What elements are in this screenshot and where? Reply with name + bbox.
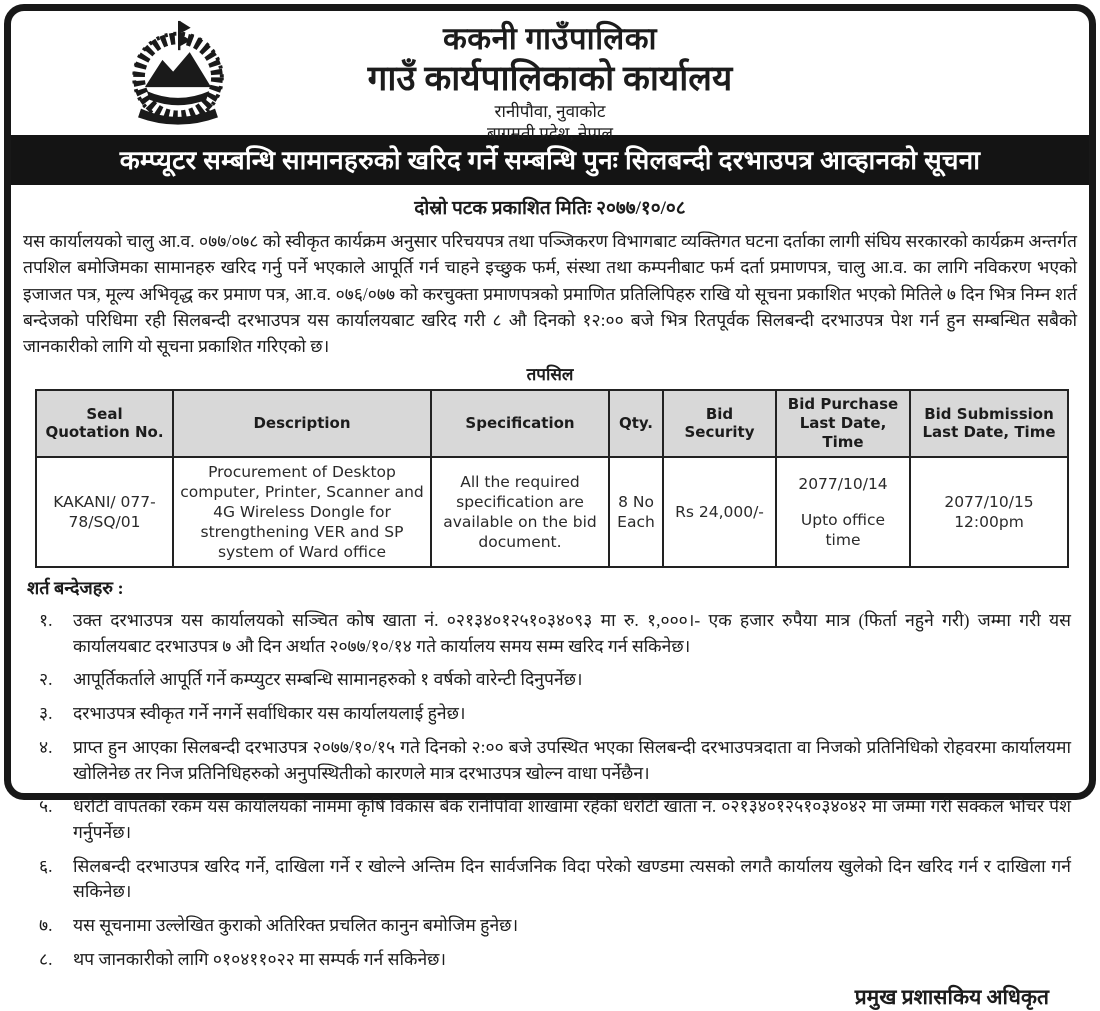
nepal-emblem-logo-icon bbox=[119, 19, 237, 131]
cell-qty: 8 No Each bbox=[609, 457, 663, 568]
conditions-section bbox=[11, 568, 1089, 972]
cell-bid-purchase bbox=[776, 457, 910, 568]
condition-item-6 bbox=[25, 854, 1075, 905]
condition-number: २. bbox=[39, 669, 53, 690]
office-name: गाउँ कार्यपालिकाको कार्यालय bbox=[367, 58, 733, 98]
condition-item-4 bbox=[25, 735, 1075, 786]
condition-item-1 bbox=[25, 608, 1075, 659]
condition-item-7 bbox=[25, 913, 1075, 938]
condition-number: ३. bbox=[39, 703, 53, 724]
bid-purchase-date: 2077/10/14 bbox=[798, 474, 888, 493]
condition-text: उक्त दरभाउपत्र यस कार्यालयको सञ्चित कोष खाता नं. ०२१३४०१२५१०३४०९३ मा रु. १,०००।- एक हजार रुपैया मात्र (फिर्ता नहुने गरी) जम्मा गरी यस कार्यालयबाट दरभाउपत्र ७ औ दिन अर्थात २०७७/१०/१४ गते कार्यालय समय सम्म खरिद गर्न सकिनेछ। bbox=[73, 610, 1071, 656]
condition-item-8 bbox=[25, 947, 1075, 972]
bid-purchase-time: Upto office time bbox=[800, 510, 886, 549]
intro-paragraph: यस कार्यालयको चालु आ.व. ०७७/०७८ को स्वीकृत कार्यक्रम अनुसार परिचयपत्र तथा पञ्जिकरण विभागबाट व्यक्तिगत घटना दर्ताका लागी संघिय सरकारको कार्यक्रम अन्तर्गत तपशिल बमोजिमका सामानहरु खरिद गर्नु पर्ने भएकाले आपूर्ति गर्न चाहने इच्छुक फर्म, संस्था तथा कम्पनीबाट फर्म दर्ता प्रमाणपत्र, चालु आ.व. का लागि नविकरण भएको इजाजत पत्र, मूल्य अभिवृद्ध कर प्रमाण पत्र, आ.व. ०७६/०७७ को करचुक्ता प्रमाणपत्रको प्रमाणित प्रतिलिपिहरु राखि यो सूचना प्रकाशित भएको मितिले ७ दिन भित्र निम्न शर्त बन्देजको परिधिमा रही सिलबन्दी दरभाउपत्र यस कार्यालयबाट खरिद गरी ८ औ दिनको १२:०० बजे भित्र रितपूर्वक सिलबन्दी दरभाउपत्र पेश गर्न हुन सम्बन्धित सबैको जानकारीको लागि यो सूचना प्रकाशित गरिएको छ। bbox=[23, 231, 1077, 356]
condition-number: ५. bbox=[39, 796, 53, 817]
condition-text: प्राप्त हुन आएका सिलबन्दी दरभाउपत्र २०७७/१०/१५ गते दिनको २:०० बजे उपस्थित भएका सिलबन्दी दरभाउपत्रदाता वा निजको प्रतिनिधिको रोहवरमा कार्यालयमा खोलिनेछ तर निज प्रतिनिधिहरुको अनुपस्थितीको कारणले मात्र दरभाउपत्र खोल्न वाधा पर्नेछैन। bbox=[73, 737, 1071, 783]
tender-table-wrapper bbox=[11, 389, 1089, 568]
cell-seal-quotation-no: KAKANI/ 077-78/SQ/01 bbox=[36, 457, 173, 568]
condition-text: सिलबन्दी दरभाउपत्र खरिद गर्ने, दाखिला गर्ने र खोल्ने अन्तिम दिन सार्वजनिक विदा परेको खण्डमा त्यसको लगतै कार्यालय खुलेको दिन खरिद गर्न र दाखिला गर्न सकिनेछ। bbox=[73, 855, 1071, 902]
condition-text: धरौटी वापतको रकम यस कार्यालयको नाममा कृषि विकास बैक रानीपौवा शाखामा रहेको धरौटी खाता नं. ०२१३४०१२५१०३४०४२ मा जम्मा गरी सक्कल भौचर पेश गर्नुपर्नेछ। bbox=[73, 796, 1071, 842]
col-header-seal-quotation-no: Seal Quotation No. bbox=[36, 390, 173, 456]
condition-text: यस सूचनामा उल्लेखित कुराको अतिरिक्त प्रचलित कानुन बमोजिम हुनेछ। bbox=[73, 914, 519, 935]
col-header-bid-submission: Bid Submission Last Date, Time bbox=[910, 390, 1068, 456]
notice-title: कम्प्यूटर सम्बन्धि सामानहरुको खरिद गर्ने सम्बन्धि पुनः सिलबन्दी दरभाउपत्र आव्हानको सूचना bbox=[119, 146, 981, 175]
col-header-specification: Specification bbox=[431, 390, 609, 456]
col-header-bid-purchase: Bid Purchase Last Date, Time bbox=[776, 390, 910, 456]
condition-number: ८. bbox=[39, 948, 53, 969]
condition-text: दरभाउपत्र स्वीकृत गर्ने नगर्ने सर्वाधिकार यस कार्यालयलाई हुनेछ। bbox=[73, 703, 466, 724]
table-row bbox=[36, 457, 1068, 568]
table-header-row bbox=[36, 390, 1068, 456]
tapasil-heading: तपसिल bbox=[526, 365, 574, 385]
conditions-heading: शर्त बन्देजहरु : bbox=[27, 578, 124, 599]
condition-item-5 bbox=[25, 794, 1075, 845]
letterhead bbox=[11, 11, 1089, 144]
condition-number: १. bbox=[39, 610, 53, 631]
col-header-description: Description bbox=[173, 390, 431, 456]
condition-item-2 bbox=[25, 667, 1075, 692]
cell-gap bbox=[782, 494, 904, 510]
condition-number: ७. bbox=[39, 914, 53, 935]
publication-date: दोस्रो पटक प्रकाशित मितिः २०७७/१०/०८ bbox=[414, 198, 686, 219]
col-header-qty: Qty. bbox=[609, 390, 663, 456]
condition-number: ४. bbox=[39, 737, 53, 758]
col-header-bid-security: Bid Security bbox=[663, 390, 776, 456]
condition-item-3 bbox=[25, 701, 1075, 726]
cell-specification: All the required specification are available on the bid document. bbox=[431, 457, 609, 568]
cell-bid-security: Rs 24,000/- bbox=[663, 457, 776, 568]
condition-number: ६. bbox=[39, 855, 53, 876]
address-line-2: बागमती प्रदेश, नेपाल bbox=[487, 124, 613, 144]
tender-table bbox=[35, 389, 1069, 568]
signature-title: प्रमुख प्रशासकिय अधिकृत bbox=[854, 984, 1049, 1009]
cell-description: Procurement of Desktop computer, Printer, Scanner and 4G Wireless Dongle for strengthening VER and SP system of Ward office bbox=[173, 457, 431, 568]
condition-text: थप जानकारीको लागि ०१०४११०२२ मा सम्पर्क गर्न सकिनेछ। bbox=[73, 948, 447, 969]
municipality-name: ककनी गाउँपालिका bbox=[442, 21, 658, 56]
condition-text: आपूर्तिकर्ताले आपूर्ति गर्ने कम्प्युटर सम्बन्धि सामानहरुको १ वर्षको वारेन्टी दिनुपर्नेछ। bbox=[73, 669, 583, 690]
address-line-1: रानीपौवा, नुवाकोट bbox=[494, 101, 606, 121]
cell-bid-submission: 2077/10/15 12:00pm bbox=[910, 457, 1068, 568]
outer-border-frame bbox=[4, 4, 1096, 1009]
